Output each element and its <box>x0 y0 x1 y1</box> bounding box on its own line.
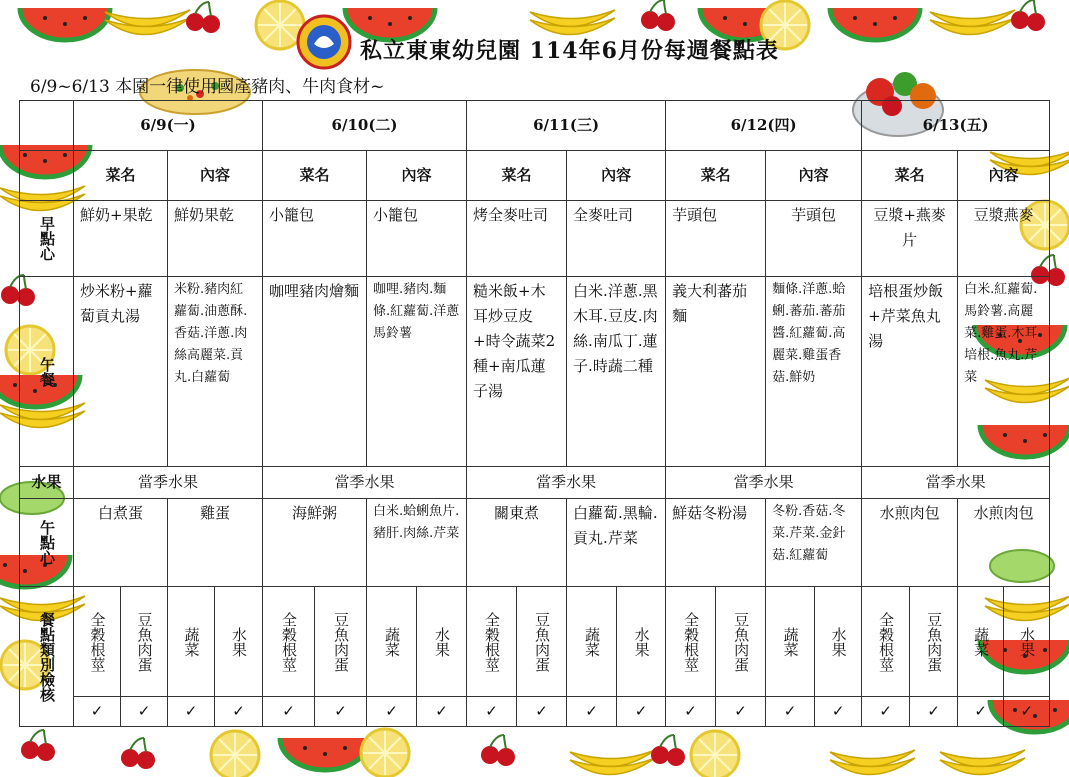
lunch-content-tue: 咖哩.豬肉.麵條.紅蘿蔔.洋蔥馬鈴薯 <box>367 277 467 467</box>
fruit-thu: 當季水果 <box>666 467 862 499</box>
category-grain: 全穀根莖 <box>263 587 315 697</box>
page-title: 私立東東幼兒園 114年6月份每週餐點表 <box>360 38 779 64</box>
category-fruit: 水果 <box>617 587 666 697</box>
check-mark: ✓ <box>1004 697 1050 727</box>
check-mark: ✓ <box>517 697 567 727</box>
category-fruit: 水果 <box>1004 587 1050 697</box>
lunch-content-mon: 米粉.豬肉紅蘿蔔.油蔥酥.香菇.洋蔥.肉絲高麗菜.貢丸.白蘿蔔 <box>168 277 263 467</box>
check-mark: ✓ <box>862 697 910 727</box>
header-name: 菜名 <box>666 151 766 201</box>
breakfast-name-wed: 烤全麥吐司 <box>467 201 567 277</box>
breakfast-name-thu: 芋頭包 <box>666 201 766 277</box>
snack-content-fri: 水煎肉包 <box>958 499 1050 587</box>
check-mark: ✓ <box>910 697 958 727</box>
snack-name-wed: 關東煮 <box>467 499 567 587</box>
check-mark: ✓ <box>263 697 315 727</box>
category-grain: 全穀根莖 <box>74 587 121 697</box>
breakfast-content-wed: 全麥吐司 <box>567 201 666 277</box>
lunch-content-thu: 麵條.洋蔥.蛤蜊.蕃茄.蕃茄醬.紅蘿蔔.高麗菜.雞蛋香菇.鮮奶 <box>766 277 862 467</box>
label-lunch: 午餐 <box>20 277 74 467</box>
category-protein: 豆魚肉蛋 <box>315 587 367 697</box>
label-snack: 午點心 <box>20 499 74 587</box>
meat-origin-note: 6/9~6/13 本園一律使用國產豬肉、牛肉食材~ <box>30 77 385 97</box>
snack-content-mon: 雞蛋 <box>168 499 263 587</box>
check-mark: ✓ <box>666 697 716 727</box>
snack-name-tue: 海鮮粥 <box>263 499 367 587</box>
fruit-tue: 當季水果 <box>263 467 467 499</box>
check-mark: ✓ <box>815 697 862 727</box>
category-fruit: 水果 <box>815 587 862 697</box>
corner-cell <box>20 101 74 151</box>
date-tue: 6/10(二) <box>263 101 467 151</box>
category-fruit: 水果 <box>417 587 467 697</box>
snack-content-wed: 白蘿蔔.黑輪.貢丸.芹菜 <box>567 499 666 587</box>
header-content: 內容 <box>168 151 263 201</box>
category-grain: 全穀根莖 <box>467 587 517 697</box>
header-content: 內容 <box>766 151 862 201</box>
header-name: 菜名 <box>862 151 958 201</box>
lunch-content-fri: 白米.紅蘿蔔.馬鈴薯.高麗菜.雞蛋.木耳培根.魚丸.芹菜 <box>958 277 1050 467</box>
header-content: 內容 <box>367 151 467 201</box>
category-vegetable: 蔬菜 <box>168 587 215 697</box>
lunch-name-mon: 炒米粉+蘿蔔貢丸湯 <box>74 277 168 467</box>
breakfast-name-tue: 小籠包 <box>263 201 367 277</box>
fruit-row <box>20 467 1050 499</box>
snack-content-tue: 白米.蛤蜊魚片.豬肝.肉絲.芹菜 <box>367 499 467 587</box>
date-thu: 6/12(四) <box>666 101 862 151</box>
lunch-name-fri: 培根蛋炒飯+芹菜魚丸湯 <box>862 277 958 467</box>
snack-row <box>20 499 1050 587</box>
breakfast-name-mon: 鮮奶+果乾 <box>74 201 168 277</box>
category-fruit: 水果 <box>215 587 263 697</box>
label-fruit: 水果 <box>20 467 74 499</box>
check-mark: ✓ <box>467 697 517 727</box>
breakfast-content-tue: 小籠包 <box>367 201 467 277</box>
category-vegetable: 蔬菜 <box>766 587 815 697</box>
check-mark: ✓ <box>121 697 168 727</box>
category-protein: 豆魚肉蛋 <box>910 587 958 697</box>
column-header-row <box>20 151 1050 201</box>
check-mark: ✓ <box>766 697 815 727</box>
weekly-menu-table <box>19 100 1050 727</box>
category-vegetable: 蔬菜 <box>367 587 417 697</box>
header-name: 菜名 <box>263 151 367 201</box>
category-vegetable: 蔬菜 <box>958 587 1004 697</box>
date-mon: 6/9(一) <box>74 101 263 151</box>
check-row <box>20 697 1050 727</box>
check-mark: ✓ <box>617 697 666 727</box>
check-mark: ✓ <box>168 697 215 727</box>
category-protein: 豆魚肉蛋 <box>121 587 168 697</box>
check-mark: ✓ <box>417 697 467 727</box>
fruit-mon: 當季水果 <box>74 467 263 499</box>
category-vegetable: 蔬菜 <box>567 587 617 697</box>
date-fri: 6/13(五) <box>862 101 1050 151</box>
breakfast-row <box>20 201 1050 277</box>
lunch-name-wed: 糙米飯+木耳炒豆皮+時令蔬菜2種+南瓜蓮子湯 <box>467 277 567 467</box>
header-name: 菜名 <box>467 151 567 201</box>
breakfast-name-fri: 豆漿+燕麥片 <box>862 201 958 277</box>
breakfast-content-fri: 豆漿燕麥 <box>958 201 1050 277</box>
check-mark: ✓ <box>567 697 617 727</box>
check-mark: ✓ <box>958 697 1004 727</box>
header-content: 內容 <box>958 151 1050 201</box>
check-mark: ✓ <box>315 697 367 727</box>
fruit-fri: 當季水果 <box>862 467 1050 499</box>
category-grain: 全穀根莖 <box>862 587 910 697</box>
snack-name-mon: 白煮蛋 <box>74 499 168 587</box>
check-mark: ✓ <box>716 697 766 727</box>
label-category: 餐點類別檢核 <box>20 587 74 727</box>
header-content: 內容 <box>567 151 666 201</box>
lunch-name-thu: 義大利蕃茄麵 <box>666 277 766 467</box>
label-breakfast: 早點心 <box>20 201 74 277</box>
snack-name-fri: 水煎肉包 <box>862 499 958 587</box>
breakfast-content-thu: 芋頭包 <box>766 201 862 277</box>
date-wed: 6/11(三) <box>467 101 666 151</box>
check-mark: ✓ <box>74 697 121 727</box>
check-mark: ✓ <box>215 697 263 727</box>
date-row <box>20 101 1050 151</box>
lunch-content-wed: 白米.洋蔥.黑木耳.豆皮.肉絲.南瓜丁.蓮子.時蔬二種 <box>567 277 666 467</box>
check-mark: ✓ <box>367 697 417 727</box>
lunch-name-tue: 咖哩豬肉燴麵 <box>263 277 367 467</box>
category-grain: 全穀根莖 <box>666 587 716 697</box>
school-logo <box>296 14 352 70</box>
category-row <box>20 587 1050 697</box>
lunch-row <box>20 277 1050 467</box>
category-protein: 豆魚肉蛋 <box>517 587 567 697</box>
snack-content-thu: 冬粉.香菇.冬菜.芹菜.金針菇.紅蘿蔔 <box>766 499 862 587</box>
category-protein: 豆魚肉蛋 <box>716 587 766 697</box>
fruit-wed: 當季水果 <box>467 467 666 499</box>
breakfast-content-mon: 鮮奶果乾 <box>168 201 263 277</box>
header-name: 菜名 <box>74 151 168 201</box>
snack-name-thu: 鮮菇冬粉湯 <box>666 499 766 587</box>
